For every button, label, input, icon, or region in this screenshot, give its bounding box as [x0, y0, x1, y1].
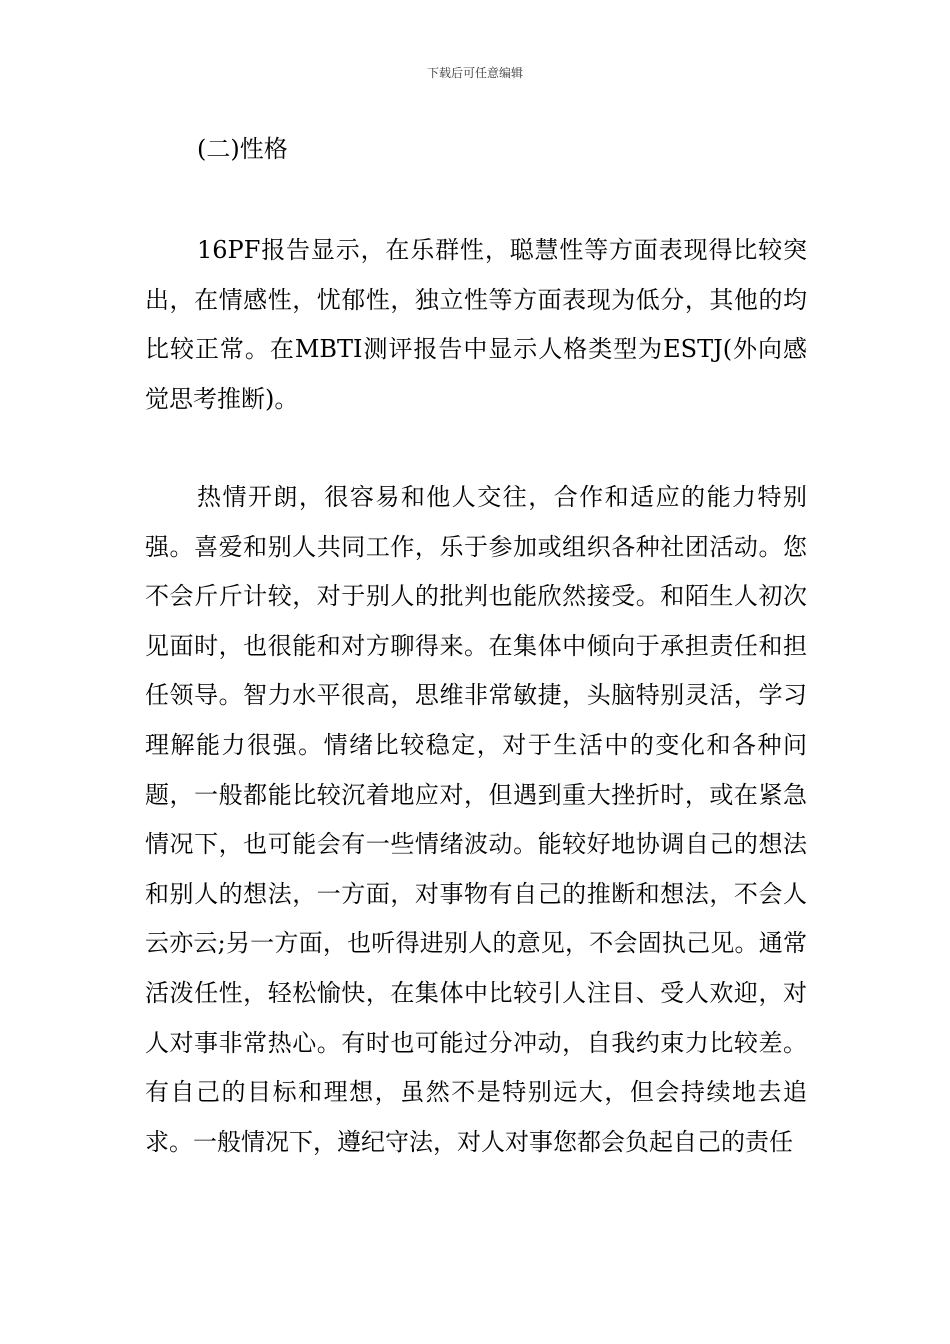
section-heading: (二)性格 [197, 135, 288, 163]
header-note: 下载后可任意编辑 [426, 66, 523, 80]
paragraph-test-summary: 16PF报告显示，在乐群性，聪慧性等方面表现得比较突出，在情感性，忧郁性，独立性等方面表现为低分，其他的均比较正常。在MBTI测评报告中显示人格类型为ESTJ(外向感觉思考推断)。 [145, 236, 807, 413]
paragraph-personality-description: 热情开朗，很容易和他人交往，合作和适应的能力特别强。喜爱和别人共同工作，乐于参加或组织各种社团活动。您不会斤斤计较，对于别人的批判也能欣然接受。和陌生人初次见面时，也很能和对方聊得来。在集体中倾向于承担责任和担任领导。智力水平很高，思维非常敏捷，头脑特别灵活，学习理解能力很强。情绪比较稳定，对于生活中的变化和各种问题，一般都能比较沉着地应对，但遇到重大挫折时，或在紧急情况下，也可能会有一些情绪波动。能较好地协调自己的想法和别人的想法，一方面，对事物有自己的推断和想法，不会人云亦云;另一方面，也听得进别人的意见，不会固执己见。通常活泼任性，轻松愉快，在集体中比较引人注目、受人欢迎，对人对事非常热心。有时也可能过分冲动，自我约束力比较差。有自己的目标和理想，虽然不是特别远大，但会持续地去追求。一般情况下，遵纪守法，对人对事您都会负起自己的责任 [145, 483, 807, 1156]
